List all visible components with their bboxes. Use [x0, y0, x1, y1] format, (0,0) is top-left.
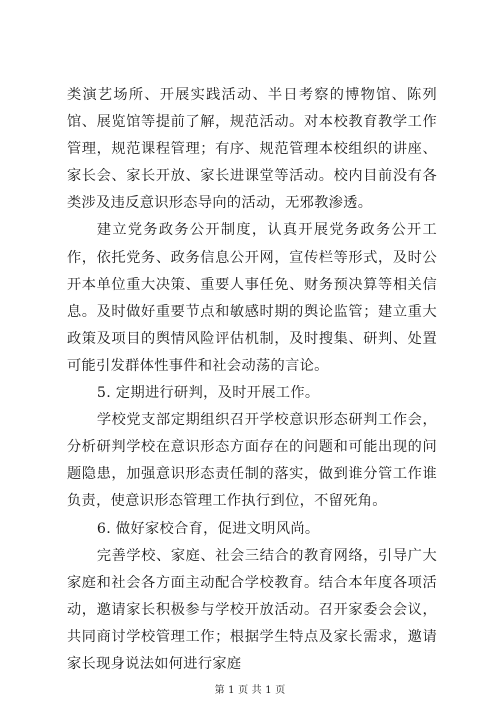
paragraph-assessment: 学校党支部定期组织召开学校意识形态研判工作会，分析研判学校在意识形态方面存在的问题和可能出现的问题隐患，加强意识形态责任制的落实，做到谁分管工作谁负责，使意识形态管理工作执行到位，不留死角。 — [67, 412, 437, 510]
section-heading-5: 5. 定期进行研判，及时开展工作。 — [96, 385, 320, 402]
paragraph-home-school: 完善学校、家庭、社会三结合的教育网络，引导广大家庭和社会各方面主动配合学校教育。结合本年度各项活动，邀请家长积极参与学校开放活动。召开家委会会议，共同商讨学校管理工作；根据学生特点及家长需求，邀请家长现身说法如何进行家庭 — [67, 547, 437, 672]
page-footer: 第 1 页 共 1 页 — [214, 685, 286, 696]
paragraph-transparency: 建立党务政务公开制度，认真开展党务政务公开工作，依托党务、政务信息公开网，宣传栏等形式，及时公开本单位重大决策、重要人事任免、财务预决算等相关信息。及时做好重要节点和敏感时期的舆论监管；建立重大政策及项目的舆情风险评估机制，及时搜集、研判、处置可能引发群体性事件和社会动荡的言论。 — [67, 222, 437, 374]
paragraph-continued: 类演艺场所、开展实践活动、半日考察的博物馆、陈列馆、展览馆等提前了解，规范活动。对本校教育教学工作管理，规范课程管理；有序、规范管理本校组织的讲座、家长会、家长开放、家长进课堂等活动。校内目前没有各类涉及违反意识形态导向的活动，无邪教渗透。 — [67, 87, 437, 212]
section-heading-6: 6. 做好家校合育，促进文明风尚。 — [96, 520, 320, 537]
document-body — [67, 82, 437, 678]
